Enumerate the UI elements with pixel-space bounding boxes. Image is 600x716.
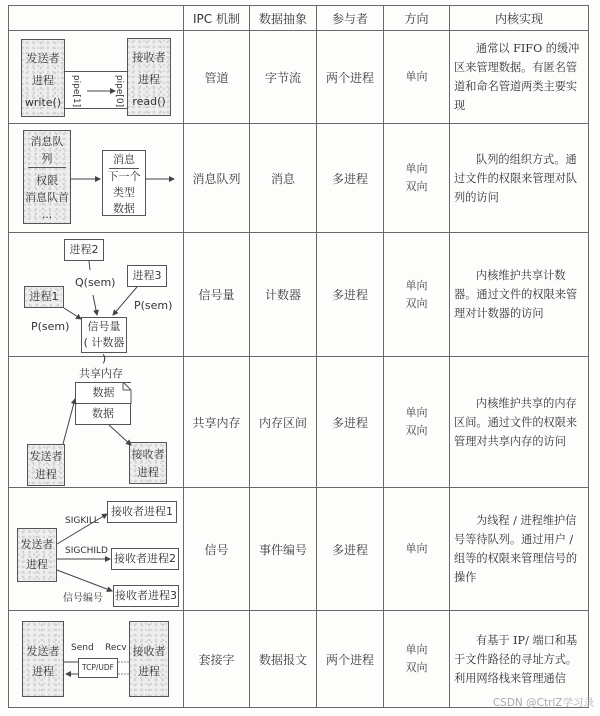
participants: 多进程 [317,357,384,488]
header-direction: 方向 [384,6,450,31]
direction-value: 双向 [405,296,428,310]
kernel-text: 通常以 FIFO 的缓冲区来管理数据。有匿名管道和命名管道两类主要实现 [454,42,580,112]
direction-value: 单向 [405,542,428,555]
receiver-label2: 进程 [138,73,160,86]
signal-arrows-icon [9,488,183,610]
sender-label: 发送者 [26,645,60,658]
shm-data-2: 数据 [75,403,131,425]
header-diagram [9,6,184,31]
watermark: CSDN @CtrlZ学习录 [492,697,594,709]
process1-box: 进程1 [24,286,64,308]
queue-field: ... [41,208,53,221]
direction-value: 双向 [405,661,428,674]
queue-field: 权限 [36,174,58,187]
direction [384,488,450,611]
pipe-write-end: pipe[1] [71,74,82,108]
shm-arrows-icon [9,357,183,487]
receiver-label: 接收者 [132,51,166,64]
kernel-impl [450,611,589,708]
data-abstraction: 数据报文 [250,611,317,708]
sender-label2: 进程 [26,558,48,571]
message-title: 消息 [109,152,139,169]
header-ipc: IPC 机制 [184,6,250,31]
pipe-arrow-icon [9,31,183,123]
diagram-socket [9,611,184,708]
header-participants: 参与者 [317,6,384,31]
data-abstraction: 内存区间 [250,357,317,488]
socket-arrows-icon [9,611,183,707]
participants: 两个进程 [317,31,384,124]
header-abstraction: 数据抽象 [250,6,317,31]
ipc-mechanism: 信号 [184,488,250,611]
semaphore-label: 信号量 [87,320,121,333]
message-field: 类型 [113,186,135,199]
table-row-shared-memory [9,357,589,488]
kernel-text: 有基于 IP/ 端口和基于文件路径的寻址方式。利用网络栈来管理通信 [454,633,578,685]
receiver-process-3: 接收者进程3 [113,585,179,607]
participants: 多进程 [317,124,384,233]
write-call: write() [24,96,62,109]
receiver-label: 接收者 [131,448,165,461]
receiver-label2: 进程 [137,466,159,479]
sender-label: 发送者 [20,538,54,551]
data-abstraction: 字节流 [250,31,317,124]
send-label: Send [71,643,94,653]
kernel-impl [450,124,589,233]
kernel-impl [450,233,589,357]
direction-value: 双向 [405,180,428,193]
sender-label: 发送者 [26,52,60,65]
queue-field: 消息队首 [25,191,69,204]
diagram-message-queue [9,124,184,233]
process3-box: 进程3 [127,265,167,287]
table-row-semaphore [9,233,589,357]
receiver-process-1: 接收者进程1 [107,501,177,523]
sender-label2: 进程 [32,665,54,678]
ipc-mechanism: 管道 [184,31,250,124]
ipc-mechanism: 消息队列 [184,124,250,233]
queue-title: 消息队列 [28,133,66,168]
direction-value: 单向 [405,162,428,175]
sender-label: 发送者 [29,450,63,463]
read-call: read() [132,95,166,108]
kernel-impl [450,357,589,488]
kernel-text: 内核维护共享计数器。通过文件的权限来管理对计数器的访问 [454,269,578,320]
shm-data-1: 数据 [75,382,131,404]
recv-label: Recv [105,643,127,653]
ipc-comparison-table [8,5,589,708]
direction [384,124,450,233]
diagram-signal [9,488,184,611]
counter-label: ( 计数器 ) [83,336,125,365]
header-kernel: 内核实现 [450,6,589,31]
direction-value: 单向 [405,406,428,419]
q-sem-label: Q(sem) [75,276,116,289]
participants: 多进程 [317,488,384,611]
receiver-process-2: 接收者进程2 [111,548,179,570]
direction [384,611,450,708]
ipc-mechanism: 套接字 [184,611,250,708]
sender-label2: 进程 [35,468,57,481]
table-row-pipe [9,31,589,124]
data-abstraction: 计数器 [250,233,317,357]
semaphore-arrows-icon [9,233,183,356]
data-abstraction: 消息 [250,124,317,233]
kernel-impl [450,31,589,124]
direction-value: 双向 [405,424,428,437]
direction-value: 单向 [405,643,428,656]
p-sem-label-1: P(sem) [31,320,70,333]
receiver-label: 接收者 [132,645,166,658]
direction-value: 单向 [405,278,428,292]
kernel-text: 队列的组织方式。通过文件的权限来管理对队列的访问 [454,152,578,204]
queue-arrow-icon [9,124,183,232]
data-abstraction: 事件编号 [250,488,317,611]
table-row-socket [9,611,589,708]
p-sem-label-3: P(sem) [134,299,173,312]
header-row [9,6,589,31]
direction [384,31,450,124]
kernel-text: 内核维护共享的内存区间。通过文件的权限来管理对共享内存的访问 [454,396,578,448]
message-field: 下一个 [107,170,141,183]
ipc-mechanism: 信号量 [184,233,250,357]
process2-box: 进程2 [64,239,104,261]
table-row-signal [9,488,589,611]
tcp-udp-box: TCP/UDF [78,658,118,678]
diagram-pipe [9,31,184,124]
kernel-text: 为线程 / 进程维护信号等待队列。通过用户 / 组等的权限来管理信号的操作 [454,514,578,584]
ipc-mechanism: 共享内存 [184,357,250,488]
table-row-message-queue [9,124,589,233]
participants: 多进程 [317,233,384,357]
sigkill-label: SIGKILL [65,516,99,526]
direction [384,233,450,357]
diagram-shared-memory [9,357,184,488]
signal-number-label: 信号编号 [63,593,103,604]
direction [384,357,450,488]
sender-label2: 进程 [32,74,54,87]
pipe-read-end: pipe[0] [114,74,125,108]
direction-value: 单向 [405,70,428,83]
shm-title: 共享内存 [79,367,123,380]
sigchild-label: SIGCHILD [65,546,108,556]
diagram-semaphore [9,233,184,365]
participants: 两个进程 [317,611,384,708]
kernel-impl [450,488,589,611]
receiver-label2: 进程 [138,665,160,678]
message-field: 数据 [113,202,135,215]
